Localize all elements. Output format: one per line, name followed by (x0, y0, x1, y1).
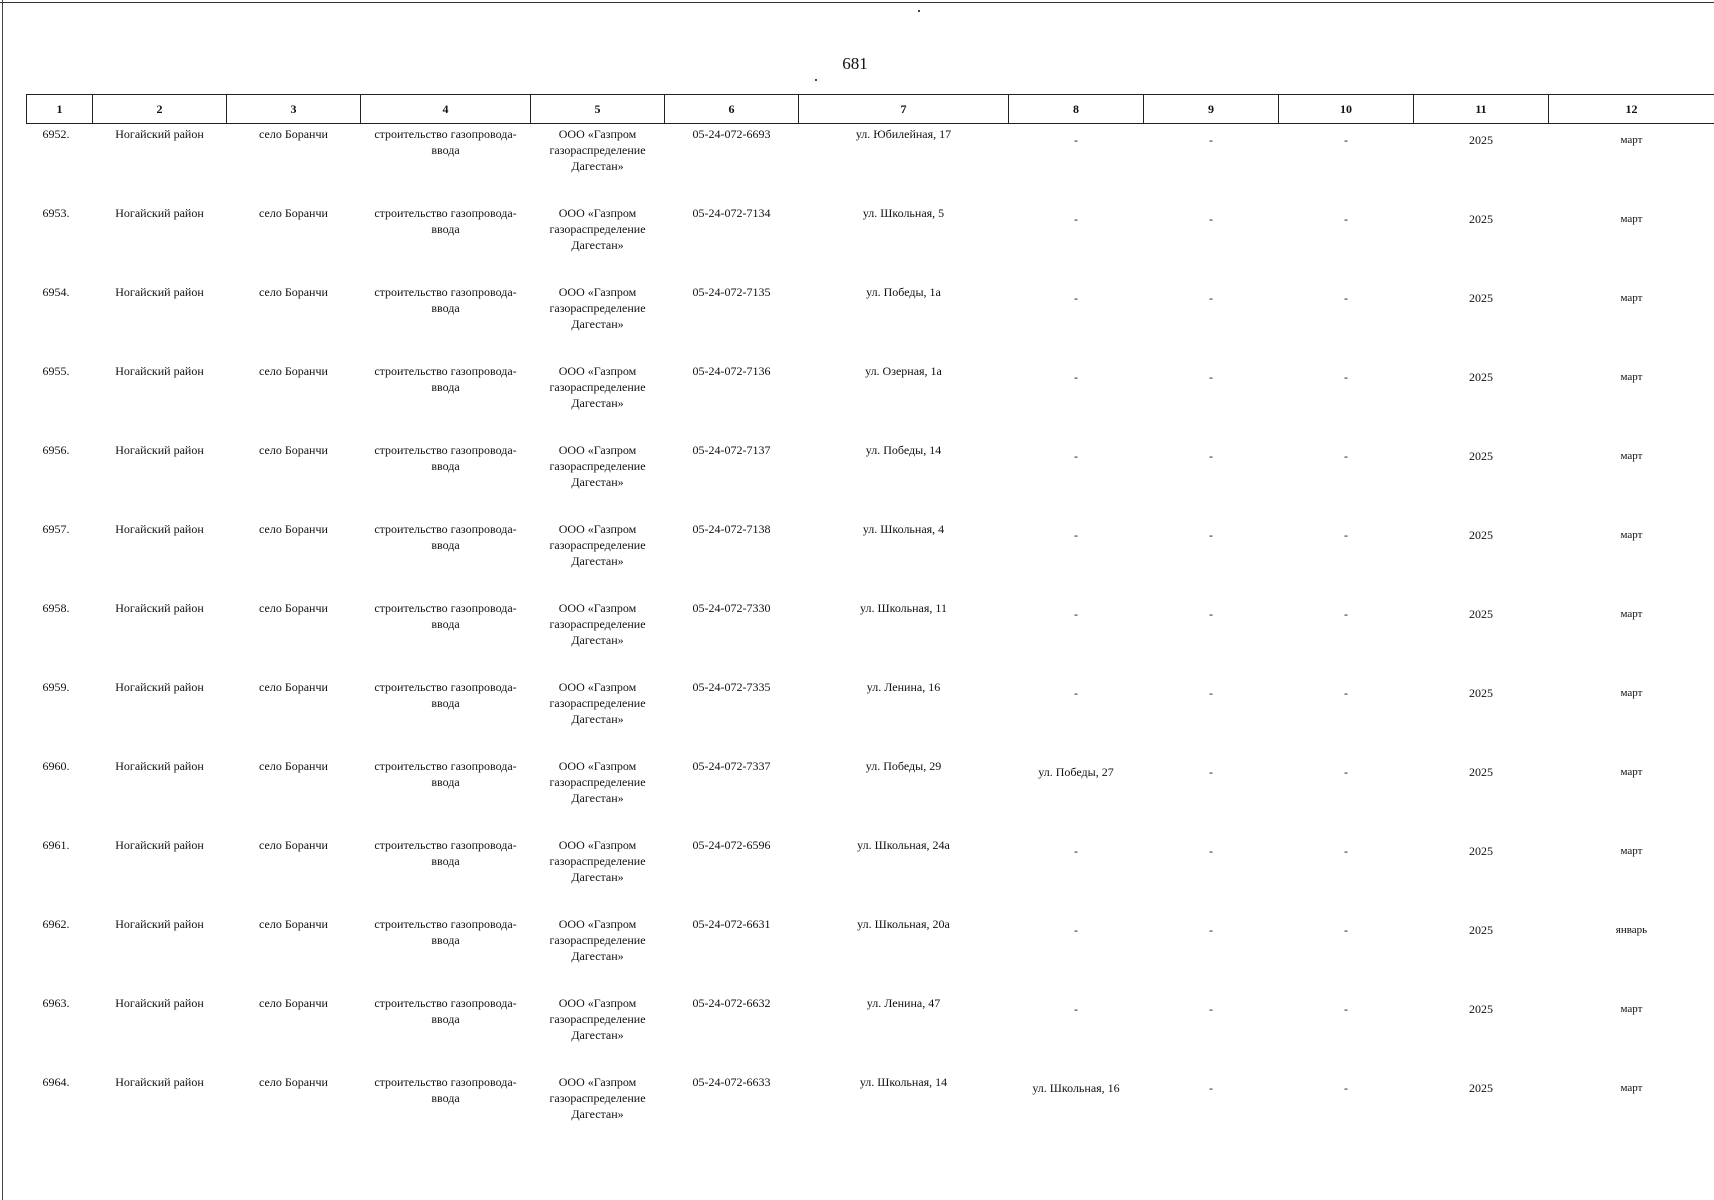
address: ул. Победы, 29 (865, 758, 942, 773)
column-9-value: - (1209, 685, 1213, 700)
address: ул. Школьная, 11 (860, 600, 947, 615)
year: 2025 (1469, 133, 1493, 147)
row-number: 6961. (42, 837, 70, 852)
row-number: 6958. (42, 600, 70, 615)
work-type: строительство газопровода-ввода (374, 1074, 517, 1105)
table-row (27, 124, 1714, 203)
row-number: 6952. (42, 127, 70, 141)
organization: ООО «Газпром газораспределение Дагестан» (549, 363, 646, 410)
page-number: 681 (842, 54, 868, 73)
column-number-header-row (27, 95, 1714, 124)
row-number: 6962. (42, 916, 70, 931)
organization: ООО «Газпром газораспределение Дагестан» (549, 521, 646, 568)
district: Ногайский район (115, 916, 204, 931)
settlement: село Боранчи (259, 363, 328, 378)
register-table (26, 94, 1714, 1151)
year: 2025 (1469, 606, 1493, 621)
column-10-value: - (1344, 685, 1348, 700)
column-header: 10 (1279, 95, 1414, 124)
settlement: село Боранчи (259, 442, 328, 457)
address: ул. Школьная, 4 (862, 521, 945, 536)
address: ул. Школьная, 14 (859, 1074, 948, 1089)
column-9-value: - (1209, 211, 1213, 226)
top-border-line (0, 2, 1714, 3)
table-row (27, 835, 1714, 914)
object-code: 05-24-072-6632 (692, 995, 771, 1010)
month: март (1620, 528, 1643, 541)
address: ул. Ленина, 16 (866, 679, 941, 694)
table-row (27, 1072, 1714, 1151)
additional-address: ул. Победы, 27 (1038, 764, 1114, 779)
organization: ООО «Газпром газораспределение Дагестан» (549, 1074, 646, 1121)
column-10-value: - (1344, 290, 1348, 305)
address: ул. Школьная, 20а (857, 916, 950, 931)
address: ул. Озерная, 1а (865, 363, 942, 378)
column-header: 2 (93, 95, 227, 124)
work-type: строительство газопровода-ввода (374, 679, 517, 710)
object-code: 05-24-072-6633 (692, 1074, 771, 1089)
table-row (27, 598, 1714, 677)
column-9-value: - (1209, 290, 1213, 305)
column-9-value: - (1209, 1001, 1213, 1016)
object-code: 05-24-072-7335 (692, 679, 771, 694)
work-type: строительство газопровода-ввода (374, 600, 517, 631)
year: 2025 (1469, 290, 1493, 305)
year: 2025 (1469, 922, 1493, 937)
settlement: село Боранчи (259, 521, 328, 536)
settlement: село Боранчи (259, 1074, 328, 1089)
column-10-value: - (1344, 606, 1348, 621)
settlement: село Боранчи (259, 127, 328, 141)
district: Ногайский район (115, 284, 204, 299)
organization: ООО «Газпром газораспределение Дагестан» (549, 995, 646, 1042)
address: ул. Школьная, 5 (862, 205, 945, 220)
object-code: 05-24-072-7137 (692, 442, 771, 457)
settlement: село Боранчи (259, 205, 328, 220)
month: март (1620, 607, 1643, 620)
month: март (1620, 765, 1643, 778)
work-type: строительство газопровода-ввода (374, 521, 517, 552)
row-number: 6963. (42, 995, 70, 1010)
table-row (27, 519, 1714, 598)
district: Ногайский район (115, 363, 204, 378)
year: 2025 (1469, 211, 1493, 226)
settlement: село Боранчи (259, 284, 328, 299)
column-10-value: - (1344, 211, 1348, 226)
row-number: 6955. (42, 363, 70, 378)
additional-address: - (1074, 211, 1078, 226)
column-header: 3 (227, 95, 361, 124)
column-header: 8 (1009, 95, 1144, 124)
organization: ООО «Газпром газораспределение Дагестан» (549, 916, 646, 963)
district: Ногайский район (115, 758, 204, 773)
district: Ногайский район (115, 205, 204, 220)
table-row (27, 361, 1714, 440)
row-number: 6964. (42, 1074, 70, 1089)
work-type: строительство газопровода-ввода (374, 916, 517, 947)
work-type: строительство газопровода-ввода (374, 837, 517, 868)
organization: ООО «Газпром газораспределение Дагестан» (549, 127, 646, 173)
object-code: 05-24-072-6693 (692, 127, 771, 141)
row-number: 6957. (42, 521, 70, 536)
work-type: строительство газопровода-ввода (374, 205, 517, 236)
month: март (1620, 134, 1643, 146)
left-border-line (2, 0, 3, 1200)
row-number: 6960. (42, 758, 70, 773)
column-9-value: - (1209, 764, 1213, 779)
work-type: строительство газопровода-ввода (374, 127, 517, 157)
column-9-value: - (1209, 843, 1213, 858)
column-10-value: - (1344, 369, 1348, 384)
column-header: 4 (361, 95, 531, 124)
month: март (1620, 686, 1643, 699)
address: ул. Ленина, 47 (866, 995, 941, 1010)
object-code: 05-24-072-7136 (692, 363, 771, 378)
table-row (27, 203, 1714, 282)
month: март (1620, 844, 1643, 857)
work-type: строительство газопровода-ввода (374, 363, 517, 394)
year: 2025 (1469, 369, 1493, 384)
year: 2025 (1469, 448, 1493, 463)
object-code: 05-24-072-7138 (692, 521, 771, 536)
district: Ногайский район (115, 1074, 204, 1089)
column-9-value: - (1209, 922, 1213, 937)
table-row (27, 993, 1714, 1072)
year: 2025 (1469, 1080, 1493, 1095)
column-10-value: - (1344, 922, 1348, 937)
month: март (1620, 1081, 1643, 1094)
column-10-value: - (1344, 448, 1348, 463)
organization: ООО «Газпром газораспределение Дагестан» (549, 442, 646, 489)
work-type: строительство газопровода-ввода (374, 758, 517, 789)
organization: ООО «Газпром газораспределение Дагестан» (549, 284, 646, 331)
additional-address: - (1074, 369, 1078, 384)
address: ул. Школьная, 24а (857, 837, 950, 852)
column-header: 11 (1414, 95, 1549, 124)
district: Ногайский район (115, 995, 204, 1010)
month: январь (1615, 923, 1648, 936)
column-header: 1 (27, 95, 93, 124)
table-row (27, 914, 1714, 993)
address: ул. Победы, 14 (865, 442, 942, 457)
organization: ООО «Газпром газораспределение Дагестан» (549, 600, 646, 647)
column-10-value: - (1344, 527, 1348, 542)
year: 2025 (1469, 764, 1493, 779)
additional-address: - (1074, 922, 1078, 937)
settlement: село Боранчи (259, 758, 328, 773)
district: Ногайский район (115, 837, 204, 852)
settlement: село Боранчи (259, 679, 328, 694)
year: 2025 (1469, 685, 1493, 700)
organization: ООО «Газпром газораспределение Дагестан» (549, 679, 646, 726)
work-type: строительство газопровода-ввода (374, 284, 517, 315)
column-9-value: - (1209, 369, 1213, 384)
column-header: 5 (531, 95, 665, 124)
month: март (1620, 370, 1643, 383)
column-header: 6 (665, 95, 799, 124)
district: Ногайский район (115, 521, 204, 536)
column-9-value: - (1209, 448, 1213, 463)
row-number: 6953. (42, 205, 70, 220)
settlement: село Боранчи (259, 995, 328, 1010)
additional-address: - (1074, 685, 1078, 700)
settlement: село Боранчи (259, 837, 328, 852)
column-10-value: - (1344, 764, 1348, 779)
object-code: 05-24-072-7337 (692, 758, 771, 773)
additional-address: - (1074, 290, 1078, 305)
work-type: строительство газопровода-ввода (374, 995, 517, 1026)
year: 2025 (1469, 527, 1493, 542)
address: ул. Юбилейная, 17 (855, 127, 952, 141)
additional-address: - (1074, 448, 1078, 463)
column-10-value: - (1344, 843, 1348, 858)
object-code: 05-24-072-7134 (692, 205, 771, 220)
organization: ООО «Газпром газораспределение Дагестан» (549, 837, 646, 884)
organization: ООО «Газпром газораспределение Дагестан» (549, 758, 646, 805)
additional-address: - (1074, 1001, 1078, 1016)
organization: ООО «Газпром газораспределение Дагестан» (549, 205, 646, 252)
column-9-value: - (1209, 1080, 1213, 1095)
column-header: 12 (1549, 95, 1714, 124)
month: март (1620, 1002, 1643, 1015)
additional-address: - (1074, 133, 1078, 147)
object-code: 05-24-072-7330 (692, 600, 771, 615)
district: Ногайский район (115, 600, 204, 615)
column-10-value: - (1344, 1001, 1348, 1016)
month: март (1620, 212, 1643, 225)
additional-address: - (1074, 843, 1078, 858)
row-number: 6959. (42, 679, 70, 694)
column-9-value: - (1209, 606, 1213, 621)
column-9-value: - (1209, 133, 1213, 147)
additional-address: - (1074, 606, 1078, 621)
object-code: 05-24-072-6631 (692, 916, 771, 931)
settlement: село Боранчи (259, 916, 328, 931)
district: Ногайский район (115, 679, 204, 694)
row-number: 6954. (42, 284, 70, 299)
column-10-value: - (1344, 1080, 1348, 1095)
additional-address: - (1074, 527, 1078, 542)
district: Ногайский район (115, 442, 204, 457)
scan-speck (918, 10, 920, 12)
district: Ногайский район (115, 127, 204, 141)
year: 2025 (1469, 1001, 1493, 1016)
table-row (27, 282, 1714, 361)
address: ул. Победы, 1а (866, 284, 941, 299)
object-code: 05-24-072-7135 (692, 284, 771, 299)
column-header: 7 (799, 95, 1009, 124)
row-number: 6956. (42, 442, 70, 457)
scan-speck (815, 79, 817, 81)
table-row (27, 756, 1714, 835)
additional-address: ул. Школьная, 16 (1032, 1080, 1120, 1095)
column-10-value: - (1344, 133, 1348, 147)
year: 2025 (1469, 843, 1493, 858)
column-header: 9 (1144, 95, 1279, 124)
month: март (1620, 449, 1643, 462)
object-code: 05-24-072-6596 (692, 837, 771, 852)
work-type: строительство газопровода-ввода (374, 442, 517, 473)
table-row (27, 677, 1714, 756)
column-9-value: - (1209, 527, 1213, 542)
table-row (27, 440, 1714, 519)
month: март (1620, 291, 1643, 304)
settlement: село Боранчи (259, 600, 328, 615)
register-body (27, 124, 1714, 1151)
